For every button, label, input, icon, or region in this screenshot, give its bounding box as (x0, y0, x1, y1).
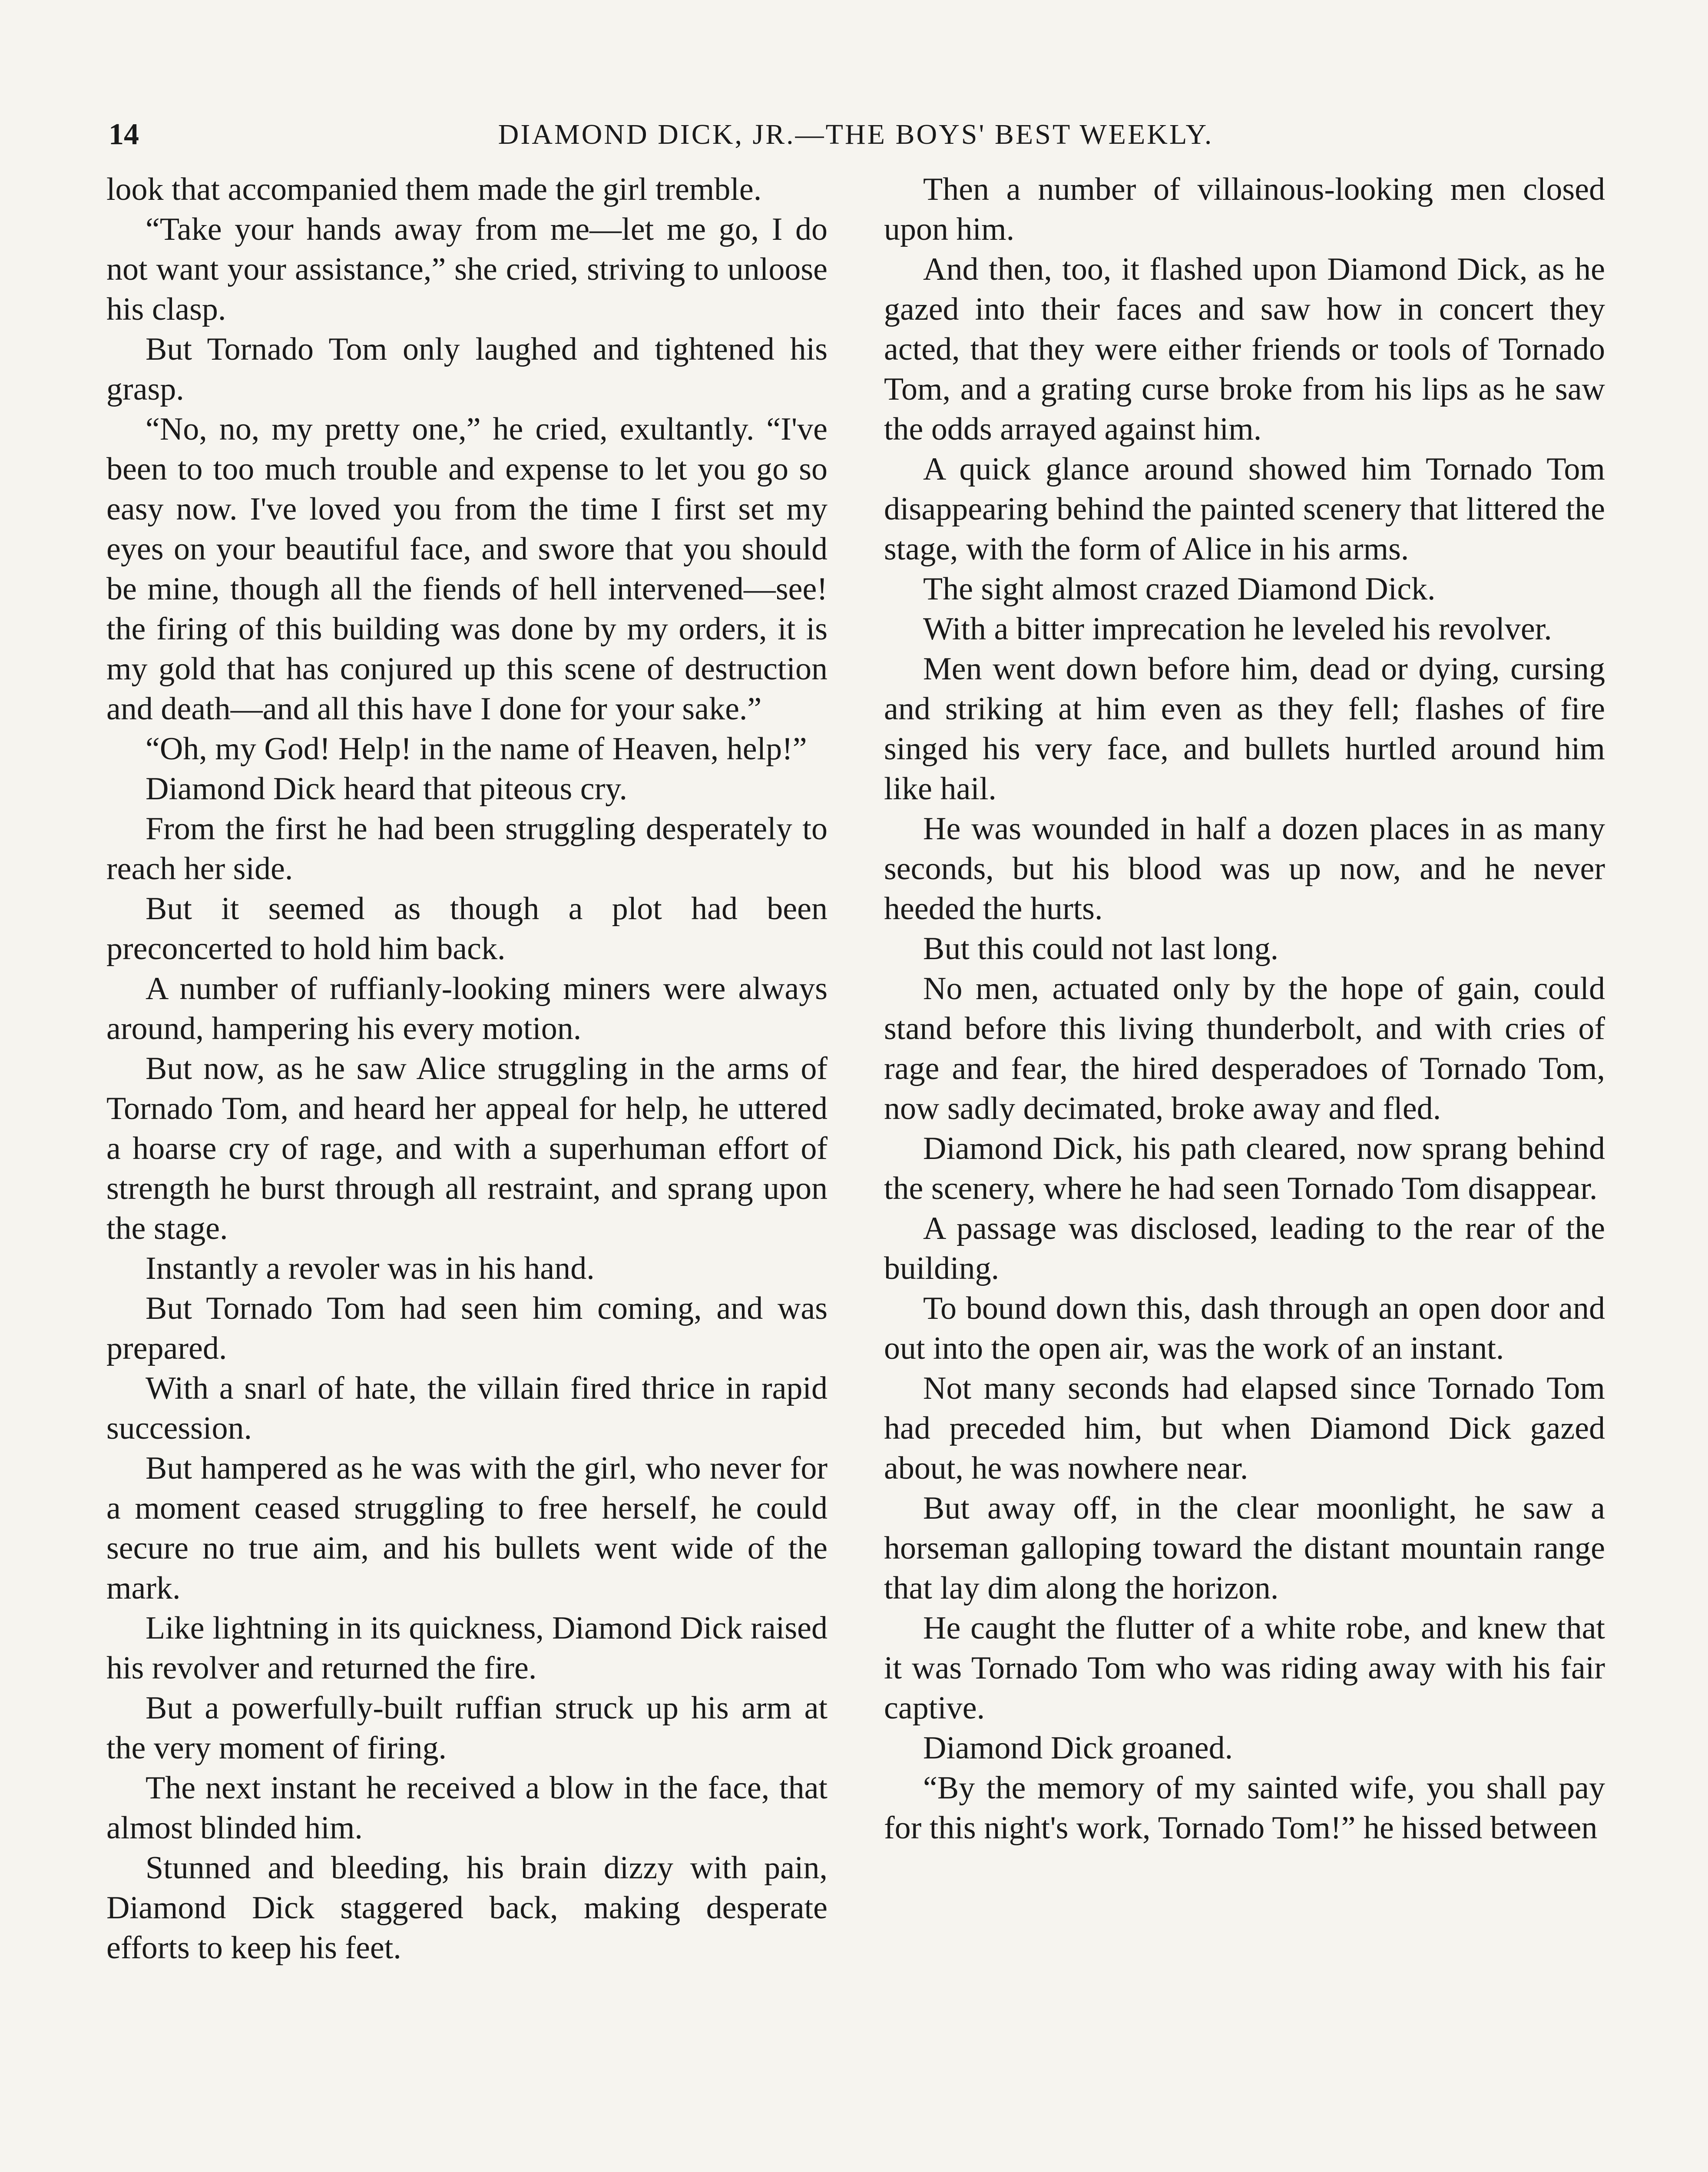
paragraph: A passage was disclosed, leading to the rear of the building. (884, 1211, 1605, 1286)
paragraph: “Take your hands away from me—let me go, I do not want your assistance,” she cried, striving to unloose his clasp. (106, 212, 828, 327)
paragraph: A quick glance around showed him Tornado Tom disappearing behind the painted scenery that littered the stage, with the form of Alice in his arms. (884, 451, 1605, 567)
paragraph: Instantly a revoler was in his hand. (146, 1251, 595, 1286)
paragraph: He caught the flutter of a white robe, and knew that it was Tornado Tom who was riding away with his fair captive. (884, 1610, 1605, 1726)
paragraph: But a powerfully-built ruffian struck up his arm at the very moment of firing. (106, 1690, 828, 1766)
paragraph: “Oh, my God! Help! in the name of Heaven, help!” (146, 731, 807, 767)
paragraph: Men went down before him, dead or dying, cursing and striking at him even as they fell; flashes of fire singed his very face, and bullets hurtled around him like hail. (884, 651, 1605, 807)
paragraph: With a snarl of hate, the villain fired thrice in rapid succession. (106, 1371, 828, 1446)
paragraph: But Tornado Tom only laughed and tightened his grasp. (106, 331, 828, 407)
paragraph: But hampered as he was with the girl, who never for a moment ceased struggling to free herself, he could secure no true aim, and his bullets went wide of the mark. (106, 1450, 828, 1606)
paragraph: Diamond Dick heard that piteous cry. (146, 771, 627, 807)
paragraph: The next instant he received a blow in the face, that almost blinded him. (106, 1770, 828, 1846)
paragraph: Stunned and bleeding, his brain dizzy with pain, Diamond Dick staggered back, making desperate efforts to keep his feet. (106, 1850, 828, 1966)
paragraph: But now, as he saw Alice struggling in the arms of Tornado Tom, and heard her appeal for help, he uttered a hoarse cry of rage, and with a superhuman effort of strength he burst through all restraint, and sprang upon the stage. (106, 1051, 828, 1246)
paragraph: But Tornado Tom had seen him coming, and was prepared. (106, 1291, 828, 1366)
paragraph: From the first he had been struggling desperately to reach her side. (106, 811, 828, 887)
page-number: 14 (109, 118, 139, 151)
paragraph: To bound down this, dash through an open door and out into the open air, was the work of an instant. (884, 1291, 1605, 1366)
paragraph: And then, too, it flashed upon Diamond Dick, as he gazed into their faces and saw how in concert they acted, that they were either friends or tools of Tornado Tom, and a grating curse broke from his lips as he saw the odds arrayed against him. (884, 252, 1605, 447)
left-column (106, 169, 828, 2172)
paragraph: “No, no, my pretty one,” he cried, exultantly. “I've been to too much trouble and expense to let you go so easy now. I've loved you from the time I first set my eyes on your beautiful face, and swore that you should be mine, though all the fiends of hell intervened—see! the firing of this building was done by my orders, it is my gold that has conjured up this scene of destruction and death—and all this have I done for your sake.” (106, 411, 828, 727)
paragraph: Not many seconds had elapsed since Tornado Tom had preceded him, but when Diamond Dick gazed about, he was nowhere near. (884, 1371, 1605, 1486)
paragraph: But away off, in the clear moonlight, he saw a horseman galloping toward the distant mountain range that lay dim along the horizon. (884, 1490, 1605, 1606)
paragraph: A number of ruffianly-looking miners were always around, hampering his every motion. (106, 971, 828, 1046)
text-columns (106, 169, 1605, 2172)
running-head: DIAMOND DICK, JR.—THE BOYS' BEST WEEKLY. (498, 119, 1214, 150)
paragraph: “By the memory of my sainted wife, you shall pay for this night's work, Tornado Tom!” he hissed between (884, 1770, 1605, 1846)
paragraph: He was wounded in half a dozen places in as many seconds, but his blood was up now, and he never heeded the hurts. (884, 811, 1605, 927)
paragraph: No men, actuated only by the hope of gain, could stand before this living thunderbolt, and with cries of rage and fear, the hired desperadoes of Tornado Tom, now sadly decimated, broke away and fled. (884, 971, 1605, 1126)
paragraph: Diamond Dick, his path cleared, now sprang behind the scenery, where he had seen Tornado Tom disappear. (884, 1131, 1605, 1206)
paragraph: But this could not last long. (923, 931, 1279, 967)
paragraph: Diamond Dick groaned. (923, 1730, 1233, 1766)
paragraph: With a bitter imprecation he leveled his revolver. (923, 611, 1552, 647)
right-column (884, 169, 1605, 2172)
page-header (109, 111, 1603, 159)
paragraph: But it seemed as though a plot had been preconcerted to hold him back. (106, 891, 828, 967)
paragraph: Like lightning in its quickness, Diamond Dick raised his revolver and returned the fire. (106, 1610, 828, 1686)
paragraph: look that accompanied them made the girl tremble. (106, 172, 762, 207)
paragraph: Then a number of villainous-looking men closed upon him. (884, 172, 1605, 247)
paragraph: The sight almost crazed Diamond Dick. (923, 571, 1436, 607)
